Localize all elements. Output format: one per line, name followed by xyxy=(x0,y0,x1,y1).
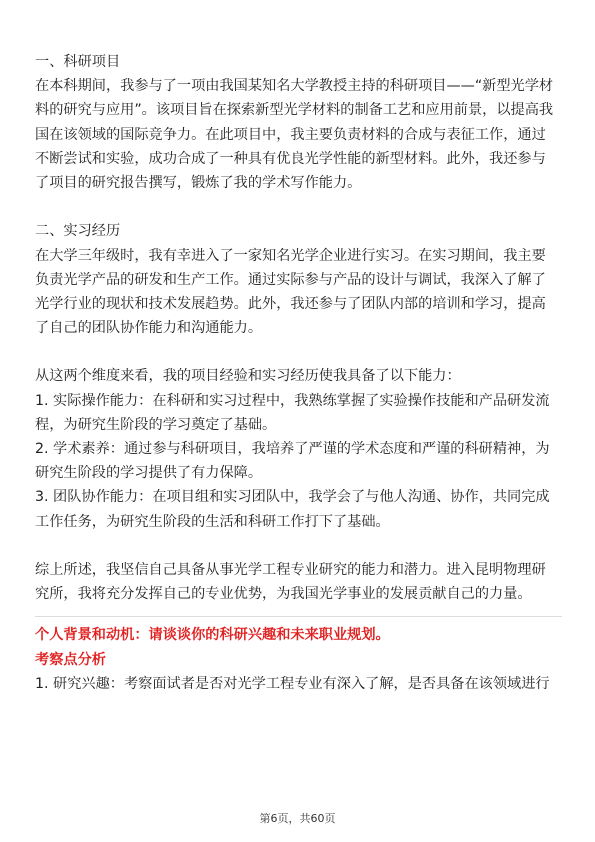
list-item-line: 程，为研究生阶段的学习奠定了基础。 xyxy=(35,416,277,433)
list-item-line: 2. 学术素养：通过参与科研项目，我培养了严谨的学术态度和严谨的科研精神，为 xyxy=(35,441,550,457)
paragraph-line: 不断尝试和实验，成功合成了一种具有优良光学性能的新型材料。此外，我还参与 xyxy=(35,150,546,167)
paragraph-line: 在本科期间，我参与了一项由我国某知名大学教授主持的科研项目——“新型光学材 xyxy=(35,78,554,95)
section-heading-internship: 二、实习经历 xyxy=(35,223,121,240)
question-title: 个人背景和动机：请谈谈你的科研兴趣和未来职业规划。 xyxy=(35,627,390,644)
paragraph-line: 负责光学产品的研发和生产工作。通过实际参与产品的设计与调试，我深入了解了 xyxy=(35,271,546,288)
section-conclusion-body xyxy=(35,558,562,606)
paragraph-line: 国在该领域的国际竞争力。在此项目中，我主要负责材料的合成与表征工作，通过 xyxy=(35,126,546,143)
paragraph-line: 究所，我将充分发挥自己的专业优势，为我国光学事业的发展贡献自己的力量。 xyxy=(35,586,532,603)
section-internship-body xyxy=(35,244,562,341)
paragraph-line: 从这两个维度来看，我的项目经验和实习经历使我具备了以下能力： xyxy=(35,368,461,385)
document-page xyxy=(35,50,562,696)
list-item-line: 3. 团队协作能力：在项目组和实习团队中，我学会了与他人沟通、协作，共同完成 xyxy=(35,489,550,506)
paragraph-gap xyxy=(35,534,562,558)
page-number: 第6页，共60页 xyxy=(259,812,336,825)
paragraph-gap xyxy=(35,195,562,219)
list-item-line: 研究生阶段的学习提供了有力保障。 xyxy=(35,465,263,482)
section-abilities-body xyxy=(35,364,562,533)
paragraph-gap xyxy=(35,340,562,364)
paragraph-line: 了自己的团队协作能力和沟通能力。 xyxy=(35,320,263,337)
analysis-heading: 考察点分析 xyxy=(35,651,106,668)
paragraph-line: 综上所述，我坚信自己具备从事光学工程专业研究的能力和潜力。进入昆明物理研 xyxy=(35,561,546,578)
paragraph-line: 料的研究与应用”。该项目旨在探索新型光学材料的制备工艺和应用前景，以提高我 xyxy=(35,102,554,119)
paragraph-line: 光学行业的现状和技术发展趋势。此外，我还参与了团队内部的培训和学习，提高 xyxy=(35,295,546,312)
paragraph-line: 在大学三年级时，我有幸进入了一家知名光学企业进行实习。在实习期间，我主要 xyxy=(35,247,546,264)
section-research-projects-body xyxy=(35,74,562,195)
list-item-line: 1. 实际操作能力：在科研和实习过程中，我熟练掌握了实验操作技能和产品研发流 xyxy=(35,392,550,409)
list-item-line: 工作任务，为研究生阶段的生活和科研工作打下了基础。 xyxy=(35,513,390,530)
paragraph-line: 了项目的研究报告撰写，锻炼了我的学术写作能力。 xyxy=(35,174,362,191)
section-divider xyxy=(35,616,562,617)
analysis-line: 1. 研究兴趣：考察面试者是否对光学工程专业有深入了解，是否具备在该领域进行 xyxy=(35,675,550,692)
section-heading-research-projects: 一、科研项目 xyxy=(35,54,121,70)
